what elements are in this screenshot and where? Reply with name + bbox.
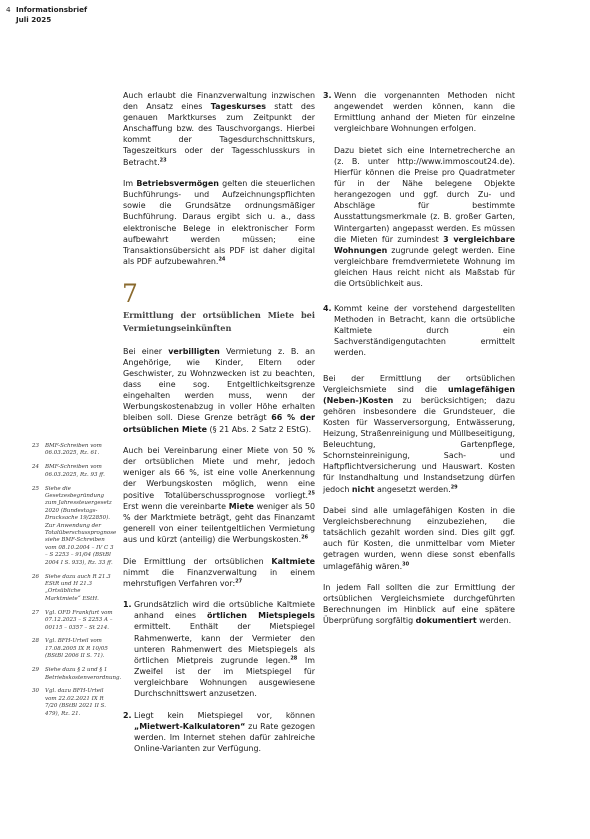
footnote: 26 Siehe dazu auch R 21.3 EStR und H 21.3 „Ortsübliche Marktmiete“ EStH. — [32, 573, 111, 602]
section-title: Ermittlung der ortsüblichen Miete bei Vermietungseinkünften — [123, 309, 315, 333]
publication-date: Juli 2025 — [16, 15, 52, 24]
section-number: 7 — [122, 278, 138, 308]
footnote-ref: 30 — [402, 560, 410, 567]
list-item: 3. Wenn die vorgenannten Methoden nicht angewendet werden können, kann die Ermittlung anhand der Mieten für einzelne vergleichbare Wohnungen erfolgen. Dazu bietet sich eine Internetrecherche an (z. B. unter http://www.immoscout24.de). Hierfür können die Preise pro Quadratmeter für in der Nähe belegene Objekte herangezogen und ggf. durch Zu- und Abschläge für bestimmte Ausstattungsmerkmale (z. B. großer Garten, Wintergarten) angepasst werden. Es müssen die Mieten für zumindest 3 vergleichbare Wohnungen zugrunde gelegt werden. Eine vergleichbare fremdvermietete Wohnung im gleichen Haus reicht nicht als Maßstab für die Ortsüblichkeit aus. — [323, 91, 515, 288]
list-item: 4. Kommt keine der vorstehend dargestellten Methoden in Betracht, kann die ortsübliche Kaltmiete durch ein Sachverständigengutachten ermittelt werden. — [323, 304, 515, 358]
footnote: 28 Vgl. BFH-Urteil vom 17.08.2005 IX R 10/05 (BStBl 2006 II S. 71). — [32, 638, 108, 660]
footnote-ref: 27 — [235, 578, 243, 585]
publication-title: Informationsbrief — [16, 5, 88, 14]
footnote-ref: 25 — [308, 489, 315, 496]
page-number: 4 — [6, 5, 11, 14]
footnote: 27 Vgl. OFD Frankfurt vom 07.12.2023 – S 2253 A – 00115 – 0357 – St 214. — [32, 609, 113, 631]
footnote: 24 BMF-Schreiben vom 06.03.2025, Rz. 93 ff. — [32, 464, 105, 478]
list-item: 2. Liegt kein Mietspiegel vor, können „Mietwert-Kalkulatoren“ zu Rate gezogen werden. Im Internet stehen dafür zahlreiche Online-Varianten zur Verfügung. — [123, 710, 315, 753]
paragraph-procedure: Die Ermittlung der ortsüblichen Kaltmiete nimmt die Finanzverwaltung in einem mehrstufigen Verfahren vor:$^{27}$ — [123, 556, 315, 588]
paragraph-exchange-rate: Auch erlaubt die Finanzverwaltung inzwischen den Ansatz eines Tageskurses statt des genauen Marktkurses zum Zeitpunkt der Anschaffung bzw. des Tauschvorgangs. Hierbei kommt der Tagesdurchschnittskurs, Tageszeitkurs oder der Tagesschlusskurs in Betracht.$^{23}$ — [123, 91, 315, 167]
footnotes — [32, 443, 122, 725]
list-item: 1. Grundsätzlich wird die ortsübliche Kaltmiete anhand eines örtlichen Mietspiegels ermittelt. Enthält der Mietspiegel Rahmenwerte, kann der Vermieter den unteren Rahmenwert des Mietspiegels als örtlichen Mietpreis zugrunde legen.$^{28}$ Im Zweifel ist der im Mietspiegel für vergleichbare Wohnungen ausgewiesene Durchschnittswert anzusetzen. — [123, 600, 316, 699]
right-column — [323, 90, 515, 637]
footnote-ref: 26 — [301, 534, 309, 541]
list-item-detail: Dazu bietet sich eine Internetrecherche an (z. B. unter http://www.immoscout24.de). Hierfür können die Preise pro Quadratmeter für in der Nähe belegene Objekte herangezogen und ggf. durch Zu- und Abschläge für bestimmte Ausstattungsmerkmale (z. B. großer Garten, Wintergarten) angepasst werden. Es müssen die Mieten für zumindest 3 vergleichbare Wohnungen zugrunde gelegt werden. Eine vergleichbare fremdvermietete Wohnung im gleichen Haus reicht nicht als Maßstab für die Ortsüblichkeit aus. — [334, 145, 515, 288]
footnote: 30 Vgl. dazu BFH-Urteil vom 22.02.2021 IX R 7/20 (BStBl 2021 II S. 479), Rz. 21. — [32, 688, 106, 717]
left-column — [123, 90, 315, 765]
paragraph-business-assets: Im Betriebsvermögen gelten die steuerlichen Buchführungs- und Aufzeichnungspflichten sowie die Grundsätze ordnungsmäßiger Buchführung. Daraus ergibt sich u. a., dass elektronische Belege in elektronischer Form aufbewahrt werden müssen; eine Transaktionsübersicht als PDF ist daher digital als PDF aufzubewahren.$^{24}$ — [123, 179, 315, 266]
footnote-ref: 24 — [218, 256, 226, 263]
paragraph-documentation: In jedem Fall sollten die zur Ermittlung der ortsüblichen Vergleichsmiete durchgeführten Berechnungen im Hinblick auf eine spätere Überprüfung sorgfältig dokumentiert werden. — [323, 583, 515, 626]
paragraph-threshold: Auch bei Vereinbarung einer Miete von 50 % der ortsüblichen Miete und mehr, jedoch weniger als 66 %, ist eine volle Anerkennung der Werbungskosten möglich, wenn eine positive Totalüberschussprognose vorliegt.$^{25}$ Erst wenn die vereinbarte Miete weniger als 50 % der Marktmiete beträgt, geht das Finanzamt generell von einer teilentgeltlichen Vermietung aus und kürzt (anteilig) die Werbungskosten.$^{26}$ — [123, 446, 316, 544]
paragraph-reduced-rent: Bei einer verbilligten Vermietung z. B. an Angehörige, wie Kinder, Eltern oder Geschwister, zu Wohnzwecken ist zu beachten, dass eine sog. Entgeltlichkeitsgrenze eingehalten werden muss, wenn der Werbungskostenabzug in voller Höhe erhalten bleiben soll. Diese Grenze beträgt 66 % der ortsüblichen Miete (§ 21 Abs. 2 Satz 2 EStG). — [123, 346, 316, 434]
paragraph-actual-costs: Dabei sind alle umlagefähigen Kosten in die Vergleichsberechnung einzubeziehen, die tatsächlich gezahlt worden sind. Dies gilt ggf. auch für Kosten, die unmittelbar vom Mieter getragen wurden, wenn diese sonst ebenfalls umlagefähig wären.$^{30}$ — [323, 506, 515, 571]
footnote: 25 Siehe die Gesetzesbegründung zum Jahressteuergesetz 2020 (Bundestags-Drucksache 19/22850). Zur Anwendung der Totalüberschussprognose siehe BMF-Schreiben vom 08.10.2004 – IV C 3 – S 2253 – 91/04 (BStBl 2004 I S. 933), Rz. 33 ff. — [32, 485, 117, 566]
footnote-ref: 29 — [450, 483, 458, 490]
page-header — [6, 5, 87, 25]
footnote-ref: 23 — [159, 156, 167, 163]
footnote-ref: 28 — [290, 655, 298, 662]
footnote: 23 BMF-Schreiben vom 06.03.2025, Rz. 61. — [32, 443, 102, 457]
footnote: 29 Siehe dazu § 2 und § 1 Betriebskostenverordnung. — [32, 667, 122, 681]
paragraph-ancillary-costs: Bei der Ermittlung der ortsüblichen Vergleichsmiete sind die umlagefähigen (Neben-)Kosten zu berücksichtigen; dazu gehören insbesondere die Grundsteuer, die Kosten für Wasserversorgung, Entwässerung, Heizung, Straßenreinigung und Müllbeseitigung, Beleuchtung, Gartenpflege, Schornsteinreinigung, Sach- und Haftpflichtversicherung und Hauswart. Kosten für Instandhaltung und Instandsetzung dürfen jedoch nicht angesetzt werden.$^{29}$ — [323, 373, 515, 494]
